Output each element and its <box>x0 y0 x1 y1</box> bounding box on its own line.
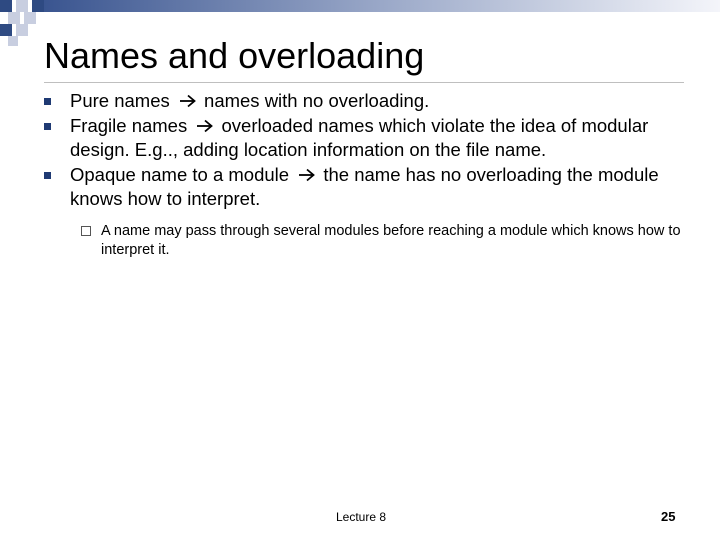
bullet-item <box>44 163 684 211</box>
bullet-text-start: Pure names <box>70 90 170 111</box>
bullet-text-end: names with no overloading. <box>204 90 430 111</box>
right-arrow-icon <box>298 168 316 182</box>
slide-footer: Lecture 8 <box>336 510 387 524</box>
right-arrow-icon <box>196 119 214 133</box>
bullet-list <box>44 89 684 260</box>
slide-title: Names and overloading <box>44 35 425 76</box>
page-number: 25 <box>661 509 676 524</box>
sub-bullet-text: A name may pass through several modules before reaching a module which knows how to interpret it. <box>101 223 681 258</box>
sub-bullet-item <box>44 222 684 260</box>
bullet-text-start: Opaque name to a module <box>70 164 290 185</box>
square-bullet-icon <box>44 98 51 105</box>
bullet-text-end: overloaded names which violate the idea of modular design. E.g.., adding location information on the file name. <box>70 115 649 160</box>
bullet-item <box>44 114 684 162</box>
square-bullet-icon <box>44 123 51 130</box>
bullet-text-end: the name has no overloading the module knows how to interpret. <box>70 164 659 209</box>
right-arrow-icon <box>179 94 197 108</box>
hollow-square-icon <box>81 226 91 236</box>
bullet-item <box>44 89 684 113</box>
bullet-text-start: Fragile names <box>70 115 188 136</box>
square-bullet-icon <box>44 172 51 179</box>
title-divider <box>44 82 684 83</box>
